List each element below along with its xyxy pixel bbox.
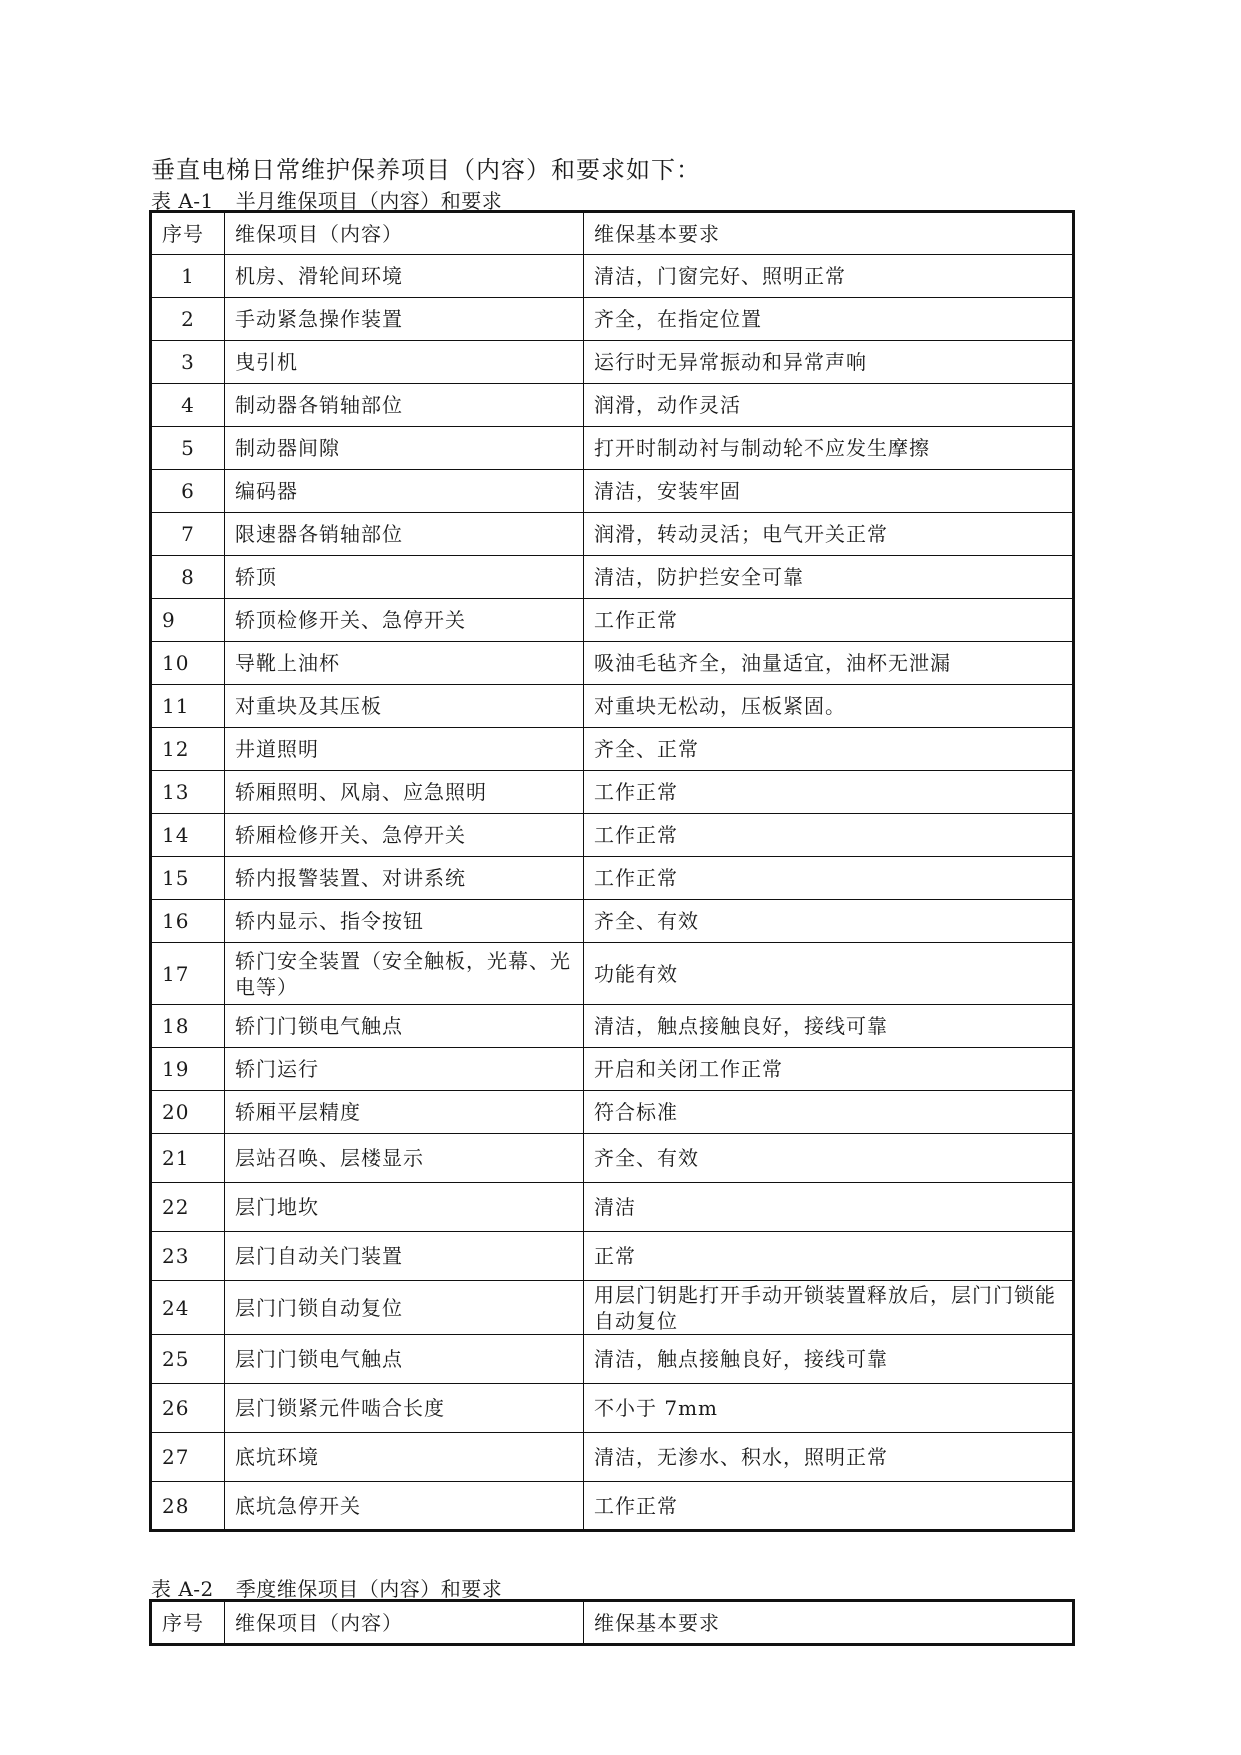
row-requirement: 清洁，触点接触良好，接线可靠 bbox=[584, 1335, 1074, 1384]
table-row bbox=[151, 470, 1074, 513]
row-no: 15 bbox=[151, 857, 225, 900]
row-requirement: 符合标准 bbox=[584, 1091, 1074, 1134]
table-row bbox=[151, 255, 1074, 298]
table-row bbox=[151, 771, 1074, 814]
table-row bbox=[151, 642, 1074, 685]
table-header-row bbox=[151, 1601, 1074, 1645]
row-no: 19 bbox=[151, 1048, 225, 1091]
table-row bbox=[151, 298, 1074, 341]
row-requirement: 清洁，无渗水、积水，照明正常 bbox=[584, 1433, 1074, 1482]
table-a2-title: 季度维保项目（内容）和要求 bbox=[235, 1577, 503, 1601]
table-row bbox=[151, 1091, 1074, 1134]
row-requirement: 正常 bbox=[584, 1232, 1074, 1281]
table-row bbox=[151, 900, 1074, 943]
row-item: 对重块及其压板 bbox=[225, 685, 584, 728]
table-row bbox=[151, 1232, 1074, 1281]
row-item: 轿门门锁电气触点 bbox=[225, 1005, 584, 1048]
table-row bbox=[151, 1384, 1074, 1433]
table-header-row bbox=[151, 212, 1074, 255]
row-no: 4 bbox=[151, 384, 225, 427]
row-item: 制动器间隙 bbox=[225, 427, 584, 470]
row-no: 6 bbox=[151, 470, 225, 513]
row-no: 20 bbox=[151, 1091, 225, 1134]
table-a1-label: 表 A-1 bbox=[151, 189, 214, 213]
row-no: 10 bbox=[151, 642, 225, 685]
table-row bbox=[151, 384, 1074, 427]
row-item: 轿厢检修开关、急停开关 bbox=[225, 814, 584, 857]
table-row bbox=[151, 685, 1074, 728]
row-requirement: 吸油毛毡齐全，油量适宜，油杯无泄漏 bbox=[584, 642, 1074, 685]
row-no: 8 bbox=[151, 556, 225, 599]
table-row bbox=[151, 857, 1074, 900]
table-a1 bbox=[149, 210, 1075, 1532]
row-requirement: 润滑，动作灵活 bbox=[584, 384, 1074, 427]
header-item: 维保项目（内容） bbox=[225, 1601, 584, 1645]
row-requirement: 工作正常 bbox=[584, 857, 1074, 900]
row-no: 18 bbox=[151, 1005, 225, 1048]
row-item: 层门地坎 bbox=[225, 1183, 584, 1232]
table-row bbox=[151, 814, 1074, 857]
row-item: 轿门安全装置（安全触板，光幕、光电等） bbox=[225, 943, 584, 1005]
row-no: 1 bbox=[151, 255, 225, 298]
row-requirement: 清洁，触点接触良好，接线可靠 bbox=[584, 1005, 1074, 1048]
row-item: 轿内报警装置、对讲系统 bbox=[225, 857, 584, 900]
header-no: 序号 bbox=[151, 1601, 225, 1645]
table-row bbox=[151, 341, 1074, 384]
row-requirement: 对重块无松动，压板紧固。 bbox=[584, 685, 1074, 728]
table-row bbox=[151, 728, 1074, 771]
row-item: 编码器 bbox=[225, 470, 584, 513]
table-row bbox=[151, 427, 1074, 470]
row-no: 26 bbox=[151, 1384, 225, 1433]
row-item: 导靴上油杯 bbox=[225, 642, 584, 685]
table-row bbox=[151, 1482, 1074, 1531]
row-requirement: 齐全、有效 bbox=[584, 900, 1074, 943]
row-no: 3 bbox=[151, 341, 225, 384]
row-no: 9 bbox=[151, 599, 225, 642]
row-item: 轿门运行 bbox=[225, 1048, 584, 1091]
table-a2-label: 表 A-2 bbox=[151, 1577, 214, 1601]
table-row bbox=[151, 1048, 1074, 1091]
row-item: 底坑环境 bbox=[225, 1433, 584, 1482]
table-row bbox=[151, 1433, 1074, 1482]
row-no: 2 bbox=[151, 298, 225, 341]
row-item: 制动器各销轴部位 bbox=[225, 384, 584, 427]
row-item: 底坑急停开关 bbox=[225, 1482, 584, 1531]
row-requirement: 齐全、有效 bbox=[584, 1134, 1074, 1183]
table-row bbox=[151, 1281, 1074, 1335]
table-a2 bbox=[149, 1599, 1075, 1646]
row-requirement: 用层门钥匙打开手动开锁装置释放后，层门门锁能自动复位 bbox=[584, 1281, 1074, 1335]
row-no: 13 bbox=[151, 771, 225, 814]
row-item: 轿顶检修开关、急停开关 bbox=[225, 599, 584, 642]
table-row bbox=[151, 1134, 1074, 1183]
row-no: 17 bbox=[151, 943, 225, 1005]
row-item: 轿厢平层精度 bbox=[225, 1091, 584, 1134]
row-no: 28 bbox=[151, 1482, 225, 1531]
row-requirement: 清洁 bbox=[584, 1183, 1074, 1232]
header-requirement: 维保基本要求 bbox=[584, 212, 1074, 255]
table-row bbox=[151, 1335, 1074, 1384]
row-item: 井道照明 bbox=[225, 728, 584, 771]
row-requirement: 开启和关闭工作正常 bbox=[584, 1048, 1074, 1091]
row-item: 限速器各销轴部位 bbox=[225, 513, 584, 556]
row-no: 12 bbox=[151, 728, 225, 771]
row-no: 22 bbox=[151, 1183, 225, 1232]
table-row bbox=[151, 556, 1074, 599]
row-requirement: 工作正常 bbox=[584, 814, 1074, 857]
header-no: 序号 bbox=[151, 212, 225, 255]
row-requirement: 不小于 7mm bbox=[584, 1384, 1074, 1433]
row-no: 27 bbox=[151, 1433, 225, 1482]
row-requirement: 清洁，安装牢固 bbox=[584, 470, 1074, 513]
row-requirement: 润滑，转动灵活；电气开关正常 bbox=[584, 513, 1074, 556]
row-requirement: 功能有效 bbox=[584, 943, 1074, 1005]
table-row bbox=[151, 943, 1074, 1005]
row-item: 轿厢照明、风扇、应急照明 bbox=[225, 771, 584, 814]
table-a1-title: 半月维保项目（内容）和要求 bbox=[235, 189, 503, 213]
row-requirement: 工作正常 bbox=[584, 771, 1074, 814]
row-item: 层门锁紧元件啮合长度 bbox=[225, 1384, 584, 1433]
table-row bbox=[151, 1183, 1074, 1232]
row-no: 21 bbox=[151, 1134, 225, 1183]
table-row bbox=[151, 599, 1074, 642]
row-item: 手动紧急操作装置 bbox=[225, 298, 584, 341]
row-requirement: 运行时无异常振动和异常声响 bbox=[584, 341, 1074, 384]
row-no: 24 bbox=[151, 1281, 225, 1335]
row-no: 16 bbox=[151, 900, 225, 943]
row-item: 曳引机 bbox=[225, 341, 584, 384]
header-requirement: 维保基本要求 bbox=[584, 1601, 1074, 1645]
row-no: 14 bbox=[151, 814, 225, 857]
row-requirement: 齐全、正常 bbox=[584, 728, 1074, 771]
row-requirement: 清洁，防护拦安全可靠 bbox=[584, 556, 1074, 599]
row-item: 层门门锁电气触点 bbox=[225, 1335, 584, 1384]
table-row bbox=[151, 1005, 1074, 1048]
row-no: 11 bbox=[151, 685, 225, 728]
row-no: 25 bbox=[151, 1335, 225, 1384]
row-requirement: 清洁，门窗完好、照明正常 bbox=[584, 255, 1074, 298]
row-requirement: 齐全，在指定位置 bbox=[584, 298, 1074, 341]
row-requirement: 工作正常 bbox=[584, 599, 1074, 642]
row-item: 层站召唤、层楼显示 bbox=[225, 1134, 584, 1183]
intro-heading: 垂直电梯日常维护保养项目（内容）和要求如下： bbox=[151, 156, 701, 184]
row-item: 轿内显示、指令按钮 bbox=[225, 900, 584, 943]
row-item: 层门自动关门装置 bbox=[225, 1232, 584, 1281]
row-no: 7 bbox=[151, 513, 225, 556]
row-no: 23 bbox=[151, 1232, 225, 1281]
table-row bbox=[151, 513, 1074, 556]
table-a2-caption bbox=[151, 1573, 502, 1602]
row-item: 轿顶 bbox=[225, 556, 584, 599]
row-requirement: 打开时制动衬与制动轮不应发生摩擦 bbox=[584, 427, 1074, 470]
row-item: 层门门锁自动复位 bbox=[225, 1281, 584, 1335]
row-requirement: 工作正常 bbox=[584, 1482, 1074, 1531]
header-item: 维保项目（内容） bbox=[225, 212, 584, 255]
row-item: 机房、滑轮间环境 bbox=[225, 255, 584, 298]
row-no: 5 bbox=[151, 427, 225, 470]
